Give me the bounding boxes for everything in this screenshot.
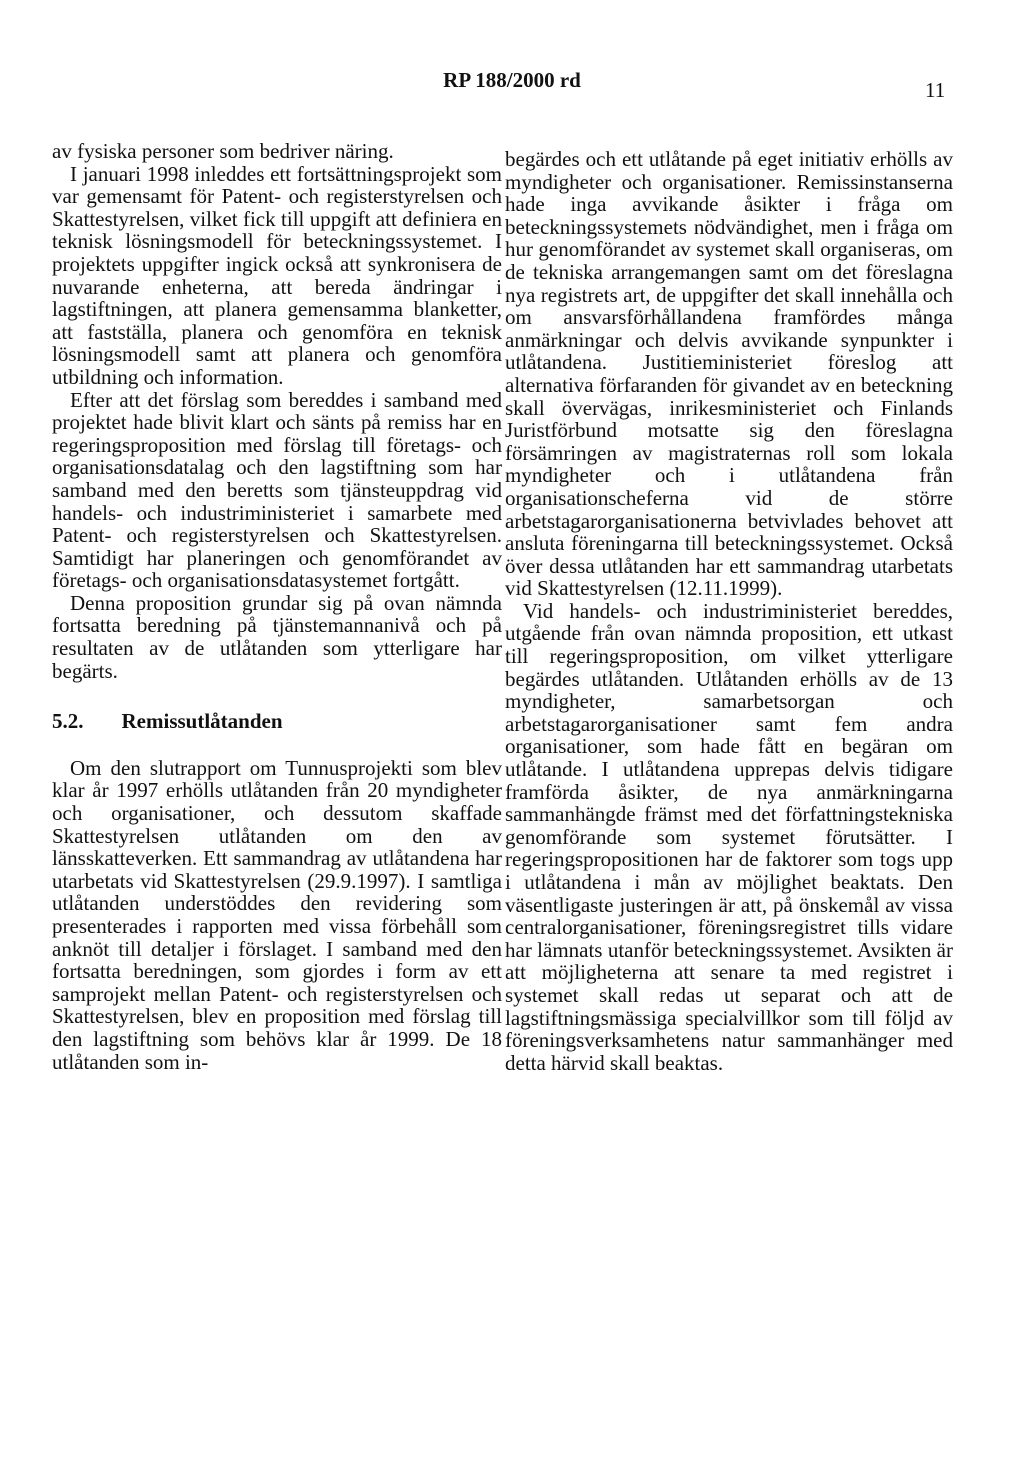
section-title: Remissutlåtanden — [121, 709, 283, 734]
paragraph: Vid handels- och industriministeriet bereddes, utgående från ovan nämnda proposition, ett utkast till regeringsproposition, om vilket ytterligare begärdes utlåtanden. Utlåtanden erhölls av de 13 myndigheter, samarbetsorgan och arbetstagarorganisationer samt fem andra organisationer, som hade fått en begäran om utlåtande. I utlåtandena upprepas delvis tidigare framförda åsikter, de nya anmärkningarna sammanhängde främst med det författningstekniska genomförande som systemet förutsätter. I regeringspropositionen har de faktorer som togs upp i utlåtandena i mån av möjlighet beaktats. Den väsentligaste justeringen är att, på önskemål av vissa centralorganisationer, föreningsregistret tills vidare har lämnats utanför beteckningssystemet. Avsikten är att möjligheterna att senare ta med registret i systemet skall redas ut separat och att de lagstiftningsmässiga specialvillkor som till följd av föreningsverksamhetens natur sammanhänger med detta härvid skall beaktas. — [505, 598, 953, 1075]
left-column — [52, 140, 502, 1073]
section-number: 5.2. — [52, 709, 84, 734]
right-column — [505, 148, 953, 1074]
paragraph: I januari 1998 inleddes ett fortsättningsprojekt som var gemensamt för Patent- och registerstyrelsen och Skattestyrelsen, vilket fick till uppgift att definiera en teknisk lösningsmodell för beteckningssystemet. I projektets uppgifter ingick också att synkronisera de nuvarande enheterna, att bereda ändringar i lagstiftningen, att planera gemensamma blanketter, att fastställa, planera och genomföra en teknisk lösningsmodell samt att planera och genomföra utbildning och information. — [52, 161, 502, 389]
paragraph: Denna proposition grundar sig på ovan nämnda fortsatta beredning på tjänstemannanivå och på resultaten av de utlåtanden som ytterligare har begärts. — [52, 590, 502, 683]
page-number: 11 — [925, 78, 946, 102]
document-title: RP 188/2000 rd — [443, 68, 581, 92]
paragraph: begärdes och ett utlåtande på eget initiativ erhölls av myndigheter och organisationer. Remissinstanserna hade inga avvikande åsikter i fråga om beteckningssystemets nödvändighet, men i fråga om hur genomförandet av systemet skall organiseras, om de tekniska arrangemangen samt om det föreslagna nya registrets art, de uppgifter det skall innehålla och om ansvarsförhållandena framfördes många anmärkningar och delvis avvikande synpunkter i utlåtandena. Justitieministeriet föreslog att alternativa förfaranden för givandet av en beteckning skall övervägas, inrikesministeriet och Finlands Juristförbund motsatte sig den föreslagna försämringen av magistraternas roll som lokala myndigheter och i utlåtandena från organisationscheferna vid de större arbetstagarorganisationerna betvivlades behovet att ansluta föreningarna till beteckningssystemet. Också över dessa utlåtanden har ett sammandrag utarbetats vid Skattestyrelsen (12.11.1999). — [505, 147, 953, 601]
paragraph: Efter att det förslag som bereddes i samband med projektet hade blivit klart och sänts på remiss har en regeringsproposition med förslag till företags- och organisationsdatalag och den lagstiftning som har samband med den beretts som tjänsteuppdrag vid handels- och industriministeriet i samarbete med Patent- och registerstyrelsen och Skattestyrelsen. Samtidigt har planeringen och genomförandet av företags- och organisationsdatasystemet fortgått. — [52, 387, 502, 593]
paragraph: Om den slutrapport om Tunnusprojekti som blev klar år 1997 erhölls utlåtanden från 20 myndigheter och organisationer, och dessutom skaffade Skattestyrelsen utlåtanden om den av länsskatteverken. Ett sammandrag av utlåtandena har utarbetats vid Skattestyrelsen (29.9.1997). I samtliga utlåtanden understöddes den revidering som presenterades i rapporten med vissa förbehåll som anknöt till detaljer i förslaget. I samband med den fortsatta beredningen, som gjordes i form av ett samprojekt mellan Patent- och registerstyrelsen och Skattestyrelsen, blev en proposition med förslag till den lagstiftning som behövs klar år 1999. De 18 utlåtanden som in- — [52, 755, 502, 1074]
section-heading — [52, 710, 502, 733]
paragraph: av fysiska personer som bedriver näring. — [52, 139, 394, 163]
